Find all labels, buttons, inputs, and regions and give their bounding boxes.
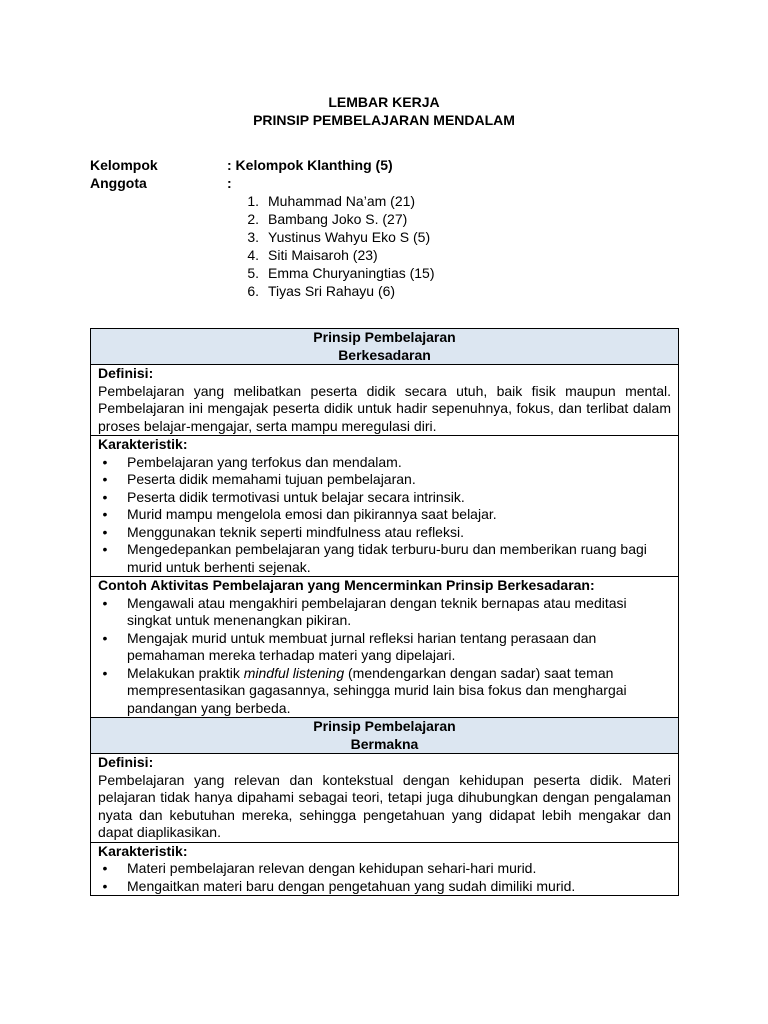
list-item-text-pre: Melakukan praktik xyxy=(127,664,244,681)
characteristics-label: Karakteristik: xyxy=(98,842,188,859)
principles-table xyxy=(90,328,679,896)
list-item-text: Murid mampu mengelola emosi dan pikirannya saat belajar. xyxy=(127,506,497,522)
group-row xyxy=(90,156,690,174)
group-label: Kelompok xyxy=(90,157,158,173)
bullet-icon: • xyxy=(102,629,108,646)
definition-label: Definisi: xyxy=(98,365,154,381)
list-item-text: Menggunakan teknik seperti mindfulness atau refleksi. xyxy=(127,523,464,540)
characteristics-row xyxy=(91,842,679,896)
characteristics-cell xyxy=(91,436,679,577)
list-item-text-post: (mendengarkan dengan sadar) saat teman mempresentasikan gagasannya, sehingga murid lain bisa fokus dan menghargai pandangan yang berbeda. xyxy=(127,664,627,716)
member-item xyxy=(232,264,690,282)
bullet-icon: • xyxy=(102,523,108,540)
bullet-icon: • xyxy=(102,488,108,505)
bullet-icon: • xyxy=(102,860,108,876)
section-header-row xyxy=(91,329,679,365)
definition-label: Definisi: xyxy=(98,754,154,770)
member-item xyxy=(232,246,690,264)
member-name: Tiyas Sri Rahayu (6) xyxy=(268,283,396,299)
group-value: : Kelompok Klanthing (5) xyxy=(227,157,393,173)
worksheet-title xyxy=(0,93,768,129)
examples-list xyxy=(98,595,671,718)
bullet-icon: • xyxy=(102,664,108,681)
list-item-text: Mengedepankan pembelajaran yang tidak terburu-buru dan memberikan ruang bagi murid untuk berhenti sejenak. xyxy=(127,541,647,575)
list-item xyxy=(98,506,671,524)
member-number: 6. xyxy=(247,283,259,299)
definition-text: Pembelajaran yang relevan dan kontekstual dengan kehidupan peserta didik. Materi pelajaran tidak hanya dipahami sebagai teori, tetapi juga dihubungkan dengan pengalaman nyata dan kebutuhan mereka, sehingga pengetahuan yang didapat lebih mengakar dan dapat diaplikasikan. xyxy=(98,771,671,840)
section-header-line-2: Bermakna xyxy=(350,735,419,752)
list-item xyxy=(98,541,671,576)
title-line-2: PRINSIP PEMBELAJARAN MENDALAM xyxy=(253,112,515,128)
bullet-icon: • xyxy=(102,594,108,611)
definition-cell xyxy=(91,365,679,436)
member-name: Emma Churyaningtias (15) xyxy=(268,265,435,281)
member-item xyxy=(232,282,690,300)
list-item-text: Pembelajaran yang terfokus dan mendalam. xyxy=(127,453,402,470)
section-header-row xyxy=(91,718,679,754)
characteristics-label: Karakteristik: xyxy=(98,436,188,452)
bullet-icon: • xyxy=(102,877,108,894)
characteristics-list xyxy=(98,454,671,577)
section-header-bermakna xyxy=(91,718,679,754)
examples-row xyxy=(91,577,679,718)
members-list xyxy=(90,192,690,300)
list-item-text: Mengawali atau mengakhiri pembelajaran dengan teknik bernapas atau meditasi singkat untuk menenangkan pikiran. xyxy=(127,594,627,628)
bullet-icon: • xyxy=(102,471,108,487)
list-item xyxy=(98,595,671,630)
member-item xyxy=(232,210,690,228)
member-name: Siti Maisaroh (23) xyxy=(268,247,378,263)
members-colon: : xyxy=(227,175,232,191)
section-header-berkesadaran xyxy=(91,329,679,365)
group-info xyxy=(90,156,690,300)
characteristics-list xyxy=(98,860,671,895)
definition-cell xyxy=(91,754,679,843)
members-row xyxy=(90,174,690,192)
title-line-1: LEMBAR KERJA xyxy=(328,94,440,110)
characteristics-row xyxy=(91,436,679,577)
member-number: 1. xyxy=(247,193,259,209)
section-header-line-2: Berkesadaran xyxy=(338,346,431,363)
definition-text: Pembelajaran yang melibatkan peserta didik secara utuh, baik fisik maupun mental. Pembelajaran ini mengajak peserta didik untuk hadir sepenuhnya, fokus, dan terlibat dalam proses belajar-mengajar, serta mampu meregulasi diri. xyxy=(98,382,671,434)
section-header-line-1: Prinsip Pembelajaran xyxy=(313,329,456,345)
list-item xyxy=(98,489,671,507)
definition-row xyxy=(91,365,679,436)
list-item xyxy=(98,665,671,718)
list-item-text: Peserta didik termotivasi untuk belajar secara intrinsik. xyxy=(127,488,465,505)
list-item xyxy=(98,471,671,489)
examples-label: Contoh Aktivitas Pembelajaran yang Mencerminkan Prinsip Berkesadaran: xyxy=(98,577,595,593)
list-item-text: Mengajak murid untuk membuat jurnal refleksi harian tentang perasaan dan pemahaman mereka terhadap materi yang dipelajari. xyxy=(127,629,597,663)
member-number: 4. xyxy=(247,247,259,263)
member-number: 2. xyxy=(247,211,259,227)
definition-row xyxy=(91,754,679,843)
member-item xyxy=(232,228,690,246)
list-item xyxy=(98,454,671,472)
section-header-line-1: Prinsip Pembelajaran xyxy=(313,718,456,734)
member-name: Bambang Joko S. (27) xyxy=(268,211,408,227)
list-item xyxy=(98,860,671,878)
list-item xyxy=(98,630,671,665)
member-name: Muhammad Na’am (21) xyxy=(268,193,416,209)
member-number: 3. xyxy=(247,229,259,245)
member-number: 5. xyxy=(247,265,259,281)
examples-cell xyxy=(91,577,679,718)
bullet-icon: • xyxy=(102,453,108,470)
members-label: Anggota xyxy=(90,175,147,191)
characteristics-cell xyxy=(91,842,679,896)
list-item-text: Materi pembelajaran relevan dengan kehidupan sehari-hari murid. xyxy=(127,860,537,876)
list-item xyxy=(98,878,671,896)
member-item xyxy=(232,192,690,210)
member-name: Yustinus Wahyu Eko S (5) xyxy=(268,229,431,245)
list-item xyxy=(98,524,671,542)
list-item-text-emphasis: mindful listening xyxy=(243,664,345,681)
bullet-icon: • xyxy=(102,506,108,522)
list-item-text: Mengaitkan materi baru dengan pengetahuan yang sudah dimiliki murid. xyxy=(127,877,576,894)
list-item-text: Peserta didik memahami tujuan pembelajaran. xyxy=(127,471,416,487)
bullet-icon: • xyxy=(102,541,108,557)
